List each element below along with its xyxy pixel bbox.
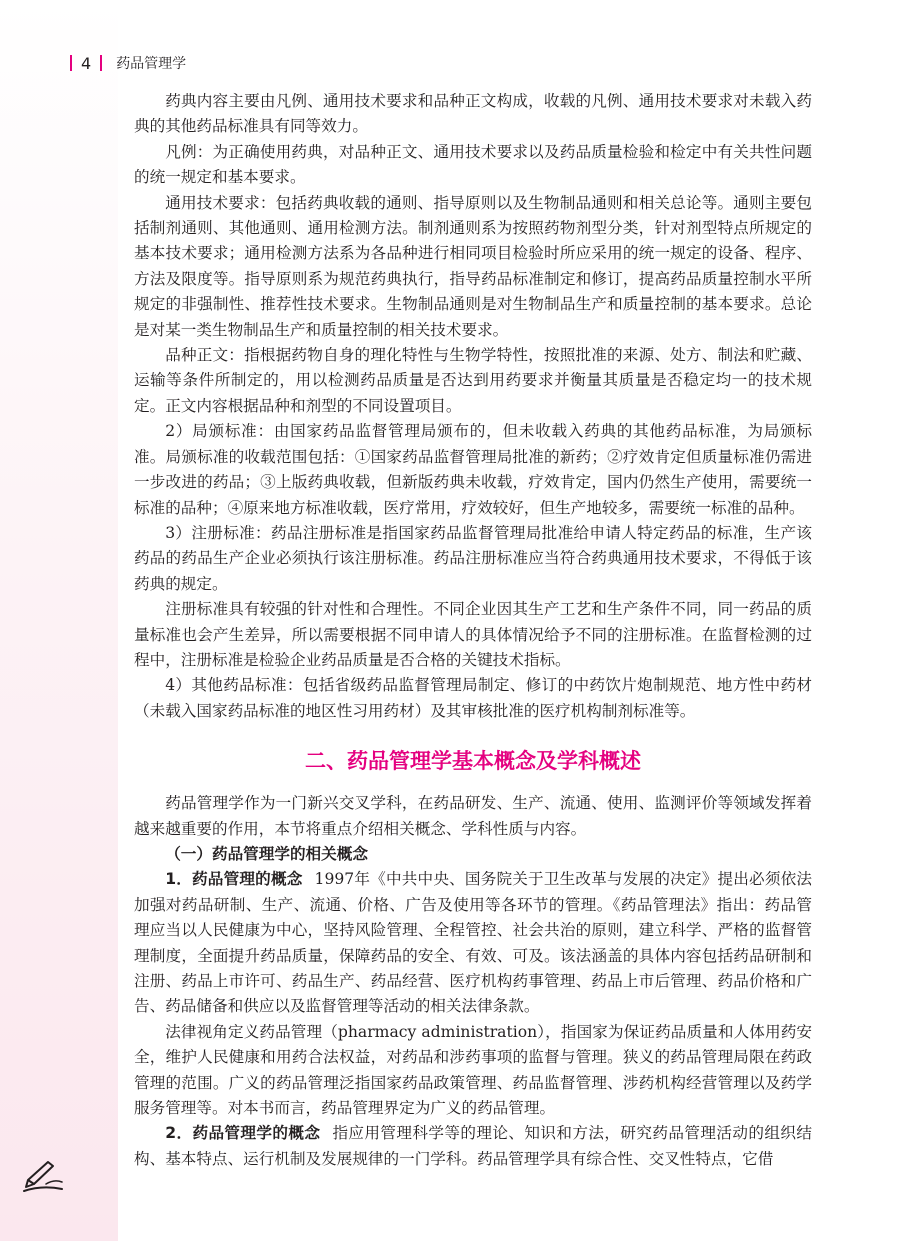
paragraph-text: 1997年《中共中央、国务院关于卫生改革与发展的决定》提出必须依法加强对药品研制、生产、流通、价格、广告及使用等各环节的管理。《药品管理法》指出：药品管理应当以人民健康为中心，坚持风险管理、全程管控、社会共治的原则，建立科学、严格的监督管理制度，全面提升药品质量，保障药品的安全、有效、可及。该法涵盖的具体内容包括药品研制和注册、药品上市许可、药品生产、药品经营、医疗机构药事管理、药品上市后管理、药品价格和广告、药品储备和供应以及监督管理等活动的相关法律条款。 [134, 870, 813, 1016]
paragraph: 品种正文：指根据药物自身的理化特性与生物学特性，按照批准的来源、处方、制法和贮藏、运输等条件所制定的，用以检测药品质量是否达到用药要求并衡量其质量是否稳定均一的技术规定。正文内容根据品种和剂型的不同设置项目。 [134, 346, 812, 415]
paragraph: 通用技术要求：包括药典收载的通则、指导原则以及生物制品通则和相关总论等。通则主要包括制剂通则、其他通则、通用检测方法。制剂通则系为按照药物剂型分类，针对剂型特点所规定的基本技术要求；通用检测方法系为各品种进行相同项目检验时所应采用的统一规定的设备、程序、方法及限度等。指导原则系为规范药典执行，指导药品标准制定和修订，提高药品质量控制水平所规定的非强制性、推荐性技术要求。生物制品通则是对生物制品生产和质量控制的基本要求。总论是对某一类生物制品生产和质量控制的相关技术要求。 [134, 193, 812, 339]
header-bar-right [100, 55, 102, 71]
paragraph: 2）局颁标准：由国家药品监督管理局颁布的，但未收载入药典的其他药品标准，为局颁标准。局颁标准的收载范围包括：①国家药品监督管理局批准的新药；②疗效肯定但质量标准仍需进一步改进的药品；③上版药典收载，但新版药典未收载，疗效肯定，国内仍然生产使用，需要统一标准的品种；④原来地方标准收载，医疗常用，疗效较好，但生产地较多，需要统一标准的品种。 [134, 422, 812, 517]
run-in-heading: 2．药品管理学的概念 [165, 1124, 321, 1143]
book-title: 药品管理学 [116, 56, 187, 72]
run-in-heading: 1．药品管理的概念 [165, 870, 303, 889]
paragraph: 3）注册标准：药品注册标准是指国家药品监督管理局批准给申请人特定药品的标准，生产该药品的药品生产企业必须执行该注册标准。药品注册标准应当符合药典通用技术要求，不得低于该药典的规定。 [134, 523, 812, 593]
side-band [0, 0, 118, 1241]
paragraph-text: 指应用管理科学等的理论、知识和方法，研究药品管理活动的组织结构、基本特点、运行机制及发展规律的一门学科。药品管理学具有综合性、交叉性特点，它借 [134, 1124, 812, 1168]
page-number: 4 [81, 53, 92, 73]
paragraph: 凡例：为正确使用药典，对品种正文、通用技术要求以及药品质量检验和检定中有关共性问题的统一规定和基本要求。 [134, 142, 812, 187]
paragraph: 法律视角定义药品管理（pharmacy administration），指国家为保证药品质量和人体用药安全，维护人民健康和用药合法权益，对药品和涉药事项的监督与管理。狭义的药品管理局限在药政管理的范围。广义的药品管理泛指国家药品政策管理、药品监督管理、涉药机构经营管理以及药学服务管理等。对本书而言，药品管理界定为广义的药品管理。 [134, 1022, 812, 1118]
pen-icon [22, 1158, 66, 1194]
paragraph: 药典内容主要由凡例、通用技术要求和品种正文构成，收载的凡例、通用技术要求对未载入药典的其他药品标准具有同等效力。 [134, 92, 812, 136]
paragraph: 药品管理学作为一门新兴交叉学科，在药品研发、生产、流通、使用、监测评价等领域发挥着越来越重要的作用，本节将重点介绍相关概念、学科性质与内容。 [134, 794, 812, 838]
paragraph: 4）其他药品标准：包括省级药品监督管理局制定、修订的中药饮片炮制规范、地方性中药材（未载入国家药品标准的地区性习用药材）及其审核批准的医疗机构制剂标准等。 [134, 676, 812, 720]
section-title: 二、药品管理学基本概念及学科概述 [305, 749, 641, 774]
running-head [70, 52, 186, 74]
subsection-heading: （一）药品管理学的相关概念 [165, 844, 368, 863]
page-body [134, 89, 812, 1172]
paragraph: 注册标准具有较强的针对性和合理性。不同企业因其生产工艺和生产条件不同，同一药品的质量标准也会产生差异，所以需要根据不同申请人的具体情况给予不同的注册标准。在监督检测的过程中，注册标准是检验企业药品质量是否合格的关键技术指标。 [134, 600, 812, 669]
header-bar-left [70, 55, 72, 71]
paragraph [134, 1121, 812, 1172]
paragraph [134, 867, 812, 1019]
